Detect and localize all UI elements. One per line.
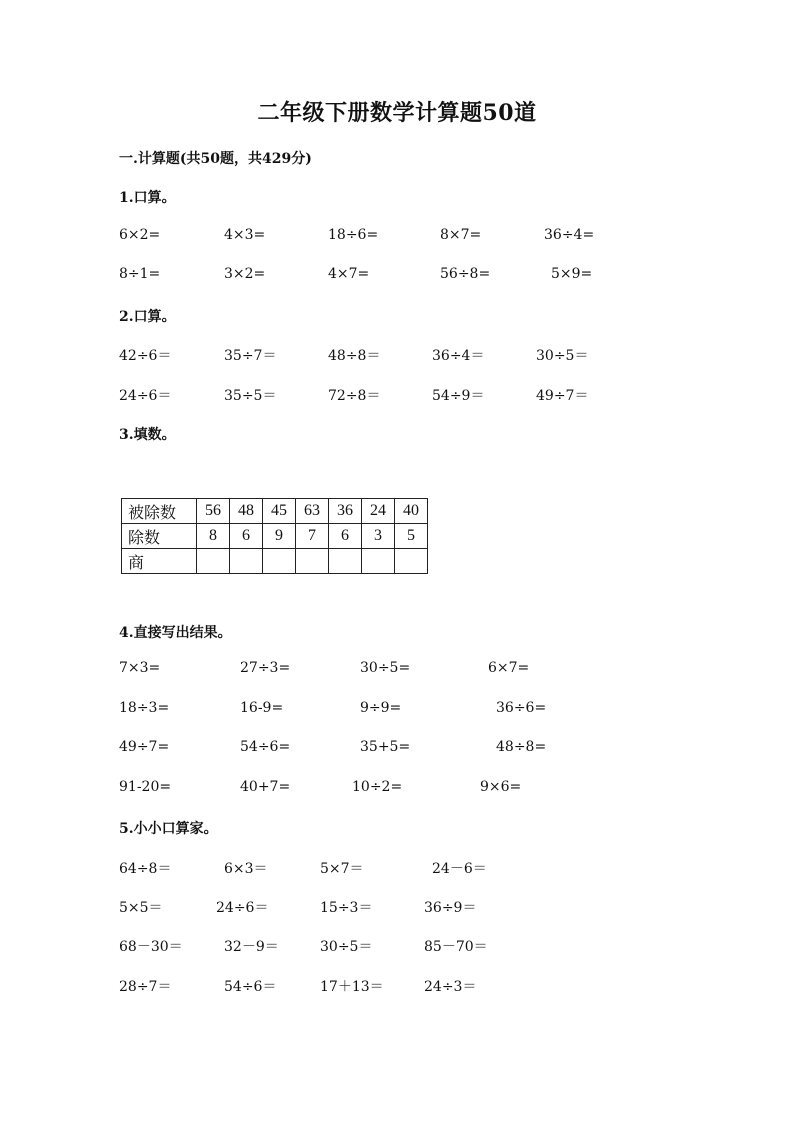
quotient-blank[interactable] xyxy=(197,549,230,574)
problem: 85－70＝ xyxy=(424,939,488,955)
quotient-blank[interactable] xyxy=(329,549,362,574)
divisor-cell: 6 xyxy=(230,524,263,549)
problem: 5×9= xyxy=(551,266,593,282)
problem: 6×2= xyxy=(119,227,161,243)
question-3-heading: 3.填数。 xyxy=(119,427,176,443)
problem: 18÷6= xyxy=(328,227,379,243)
quotient-row xyxy=(122,549,428,574)
division-table xyxy=(121,498,428,574)
problem: 18÷3= xyxy=(119,700,170,716)
problem: 91-20= xyxy=(119,779,172,795)
divisor-cell: 3 xyxy=(362,524,395,549)
problem: 4×3= xyxy=(224,227,266,243)
problem: 68－30＝ xyxy=(119,939,183,955)
divisor-cell: 6 xyxy=(329,524,362,549)
question-4-row-2 xyxy=(0,700,794,720)
problem: 6×3＝ xyxy=(224,861,268,877)
problem: 27÷3= xyxy=(240,660,291,676)
problem: 36÷4= xyxy=(544,227,595,243)
question-4-heading: 4.直接写出结果。 xyxy=(119,625,232,641)
question-2-heading: 2.口算。 xyxy=(119,309,176,325)
problem: 64÷8＝ xyxy=(119,861,172,877)
problem: 54÷6= xyxy=(240,739,291,755)
problem: 24－6＝ xyxy=(432,861,487,877)
problem: 54÷6＝ xyxy=(224,979,277,995)
divisor-row xyxy=(122,524,428,549)
dividend-cell: 63 xyxy=(296,499,329,524)
divisor-cell: 8 xyxy=(197,524,230,549)
problem: 30÷5＝ xyxy=(536,348,589,364)
dividend-cell: 36 xyxy=(329,499,362,524)
problem: 56÷8= xyxy=(440,266,491,282)
question-1-row-1 xyxy=(0,227,794,247)
page-title: 二年级下册数学计算题50道 xyxy=(257,100,537,126)
problem: 48÷8＝ xyxy=(328,348,381,364)
dividend-cell: 56 xyxy=(197,499,230,524)
problem: 7×3= xyxy=(119,660,161,676)
question-5-row-1 xyxy=(0,858,794,878)
problem: 30÷5= xyxy=(360,660,411,676)
question-4-row-3 xyxy=(0,739,794,759)
problem: 36÷6= xyxy=(496,700,547,716)
question-4-row-1 xyxy=(0,660,794,680)
question-4-row-4 xyxy=(0,779,794,799)
question-2-row-1 xyxy=(0,345,794,365)
question-1-heading: 1.口算。 xyxy=(119,190,176,206)
divisor-cell: 9 xyxy=(263,524,296,549)
row-label-dividend: 被除数 xyxy=(122,499,197,524)
question-2-row-2 xyxy=(0,385,794,405)
problem: 17＋13＝ xyxy=(320,979,384,995)
problem: 35+5= xyxy=(360,739,411,755)
question-5-row-2 xyxy=(0,897,794,917)
problem: 8÷1= xyxy=(119,266,161,282)
problem: 4×7= xyxy=(328,266,370,282)
dividend-cell: 40 xyxy=(395,499,428,524)
problem: 24÷6＝ xyxy=(119,388,172,404)
problem: 8×7= xyxy=(440,227,482,243)
divisor-cell: 7 xyxy=(296,524,329,549)
problem: 15÷3＝ xyxy=(320,900,373,916)
problem: 72÷8＝ xyxy=(328,388,381,404)
problem: 49÷7= xyxy=(119,739,170,755)
row-label-divisor: 除数 xyxy=(122,524,197,549)
problem: 36÷4＝ xyxy=(432,348,485,364)
problem: 40+7= xyxy=(240,779,291,795)
quotient-blank[interactable] xyxy=(296,549,329,574)
problem: 24÷3＝ xyxy=(424,979,477,995)
quotient-blank[interactable] xyxy=(230,549,263,574)
problem: 32－9＝ xyxy=(224,939,279,955)
problem: 48÷8= xyxy=(496,739,547,755)
question-1-row-2 xyxy=(0,266,794,286)
problem: 16-9= xyxy=(240,700,284,716)
problem: 30÷5＝ xyxy=(320,939,373,955)
problem: 36÷9＝ xyxy=(424,900,477,916)
dividend-cell: 24 xyxy=(362,499,395,524)
problem: 49÷7＝ xyxy=(536,388,589,404)
problem: 3×2= xyxy=(224,266,266,282)
dividend-cell: 48 xyxy=(230,499,263,524)
problem: 54÷9＝ xyxy=(432,388,485,404)
section-heading: 一.计算题(共50题，共429分) xyxy=(119,151,312,167)
dividend-row xyxy=(122,499,428,524)
problem: 10÷2= xyxy=(352,779,403,795)
problem: 42÷6＝ xyxy=(119,348,172,364)
quotient-blank[interactable] xyxy=(263,549,296,574)
quotient-blank[interactable] xyxy=(362,549,395,574)
problem: 5×7＝ xyxy=(320,861,364,877)
problem: 9×6= xyxy=(480,779,522,795)
problem: 35÷7＝ xyxy=(224,348,277,364)
problem: 24÷6＝ xyxy=(216,900,269,916)
problem: 5×5＝ xyxy=(119,900,163,916)
quotient-blank[interactable] xyxy=(395,549,428,574)
divisor-cell: 5 xyxy=(395,524,428,549)
dividend-cell: 45 xyxy=(263,499,296,524)
question-5-heading: 5.小小口算家。 xyxy=(119,821,218,837)
problem: 6×7= xyxy=(488,660,530,676)
question-5-row-4 xyxy=(0,976,794,996)
question-5-row-3 xyxy=(0,936,794,956)
problem: 28÷7＝ xyxy=(119,979,172,995)
row-label-quotient: 商 xyxy=(122,549,197,574)
problem: 9÷9= xyxy=(360,700,402,716)
problem: 35÷5＝ xyxy=(224,388,277,404)
